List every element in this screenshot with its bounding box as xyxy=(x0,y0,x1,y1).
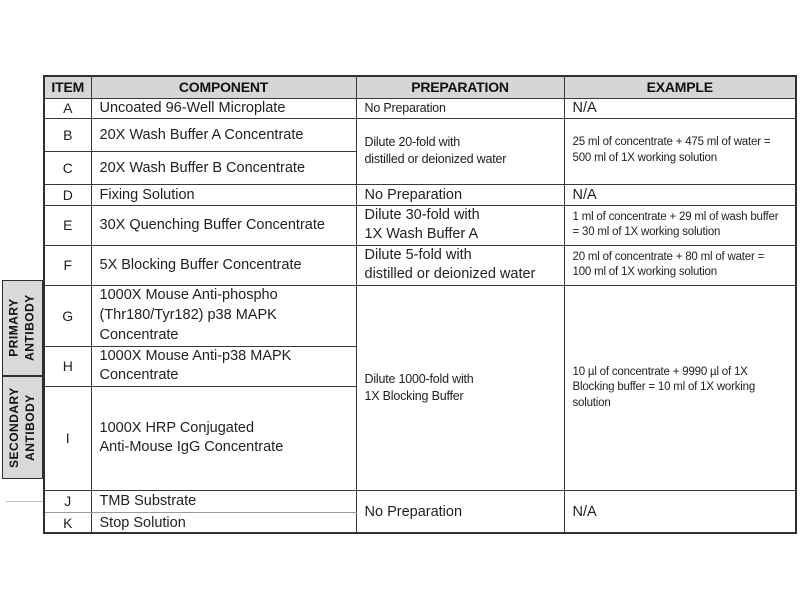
text-line: distilled or deionized water xyxy=(364,266,536,283)
table-row-d xyxy=(44,184,796,205)
text-line: Concentrate xyxy=(99,326,179,343)
example-cell-ghi xyxy=(564,285,796,490)
item-cell-b: B xyxy=(44,118,91,151)
secondary-antibody-label xyxy=(7,387,38,468)
text-line: ANTIBODY xyxy=(22,294,37,362)
preparation-cell-ghi xyxy=(356,285,564,490)
preparation-cell-d: No Preparation xyxy=(356,184,564,205)
component-cell-c: 20X Wash Buffer B Concentrate xyxy=(91,151,356,184)
item-cell-j: J xyxy=(44,490,91,512)
component-cell-e: 30X Quenching Buffer Concentrate xyxy=(91,205,356,245)
example-cell-e xyxy=(564,205,796,245)
example-cell-a: N/A xyxy=(564,98,796,118)
primary-antibody-label xyxy=(7,295,38,362)
component-cell-a: Uncoated 96-Well Microplate xyxy=(91,98,356,118)
example-cell-d: N/A xyxy=(564,184,796,205)
table-row-e xyxy=(44,205,796,245)
text-line: Blocking buffer = 10 ml of 1X working xyxy=(572,381,756,394)
table-row-a xyxy=(44,98,796,118)
text-line: = 30 ml of 1X working solution xyxy=(572,226,721,239)
item-cell-i: I xyxy=(44,386,91,490)
header-example: EXAMPLE xyxy=(564,76,796,98)
component-cell-h xyxy=(91,346,356,386)
header-item: ITEM xyxy=(44,76,91,98)
text-line: PRIMARY xyxy=(6,298,21,358)
table-row-f xyxy=(44,245,796,285)
text-line: ANTIBODY xyxy=(22,394,37,461)
side-label-secondary-antibody xyxy=(2,376,43,479)
side-label-primary-antibody xyxy=(2,280,43,376)
table-row-j xyxy=(44,490,796,512)
components-table xyxy=(43,75,797,534)
preparation-cell-jk: No Preparation xyxy=(356,490,564,533)
text-line: 1000X HRP Conjugated xyxy=(99,419,255,436)
text-line: Dilute 20-fold with xyxy=(364,135,461,150)
text-line: Dilute 5-fold with xyxy=(364,246,472,263)
example-cell-jk: N/A xyxy=(564,490,796,533)
component-cell-i xyxy=(91,386,356,490)
text-line: 10 µl of concentrate + 9990 µl of 1X xyxy=(572,365,748,378)
preparation-cell-e xyxy=(356,205,564,245)
item-cell-a: A xyxy=(44,98,91,118)
text-line: 1000X Mouse Anti-phospho xyxy=(99,287,278,304)
example-cell-bc xyxy=(564,118,796,184)
preparation-cell-bc xyxy=(356,118,564,184)
item-cell-d: D xyxy=(44,184,91,205)
text-line: (Thr180/Tyr182) p38 MAPK xyxy=(99,306,277,323)
preparation-cell-a: No Preparation xyxy=(356,98,564,118)
text-line: 25 ml of concentrate + 475 ml of water = xyxy=(572,136,771,149)
item-cell-f: F xyxy=(44,245,91,285)
item-cell-e: E xyxy=(44,205,91,245)
table-row-g xyxy=(44,285,796,346)
text-line: 1X Wash Buffer A xyxy=(364,226,479,243)
text-line: 1X Blocking Buffer xyxy=(364,388,464,403)
item-cell-c: C xyxy=(44,151,91,184)
header-row xyxy=(44,76,796,98)
table-row-b xyxy=(44,118,796,151)
text-line: 1000X Mouse Anti-p38 MAPK xyxy=(99,347,292,364)
jk-divider-extension xyxy=(6,501,43,502)
text-line: 500 ml of 1X working solution xyxy=(572,152,717,164)
component-cell-j: TMB Substrate xyxy=(91,490,356,512)
item-cell-h: H xyxy=(44,346,91,386)
text-line: distilled or deionized water xyxy=(364,152,507,166)
component-cell-f: 5X Blocking Buffer Concentrate xyxy=(91,245,356,285)
component-cell-b: 20X Wash Buffer A Concentrate xyxy=(91,118,356,151)
text-line: Dilute 30-fold with xyxy=(364,206,480,223)
text-line: 100 ml of 1X working solution xyxy=(572,266,717,279)
text-line: 1 ml of concentrate + 29 ml of wash buffer xyxy=(572,210,779,223)
item-cell-g: G xyxy=(44,285,91,346)
preparation-cell-f xyxy=(356,245,564,285)
text-line: SECONDARY xyxy=(6,387,21,468)
example-cell-f xyxy=(564,245,796,285)
text-line: Concentrate xyxy=(99,367,179,384)
header-preparation: PREPARATION xyxy=(356,76,564,98)
component-cell-d: Fixing Solution xyxy=(91,184,356,205)
item-cell-k: K xyxy=(44,512,91,533)
header-component: COMPONENT xyxy=(91,76,356,98)
component-cell-g xyxy=(91,285,356,346)
text-line: 20 ml of concentrate + 80 ml of water = xyxy=(572,250,765,263)
component-cell-k: Stop Solution xyxy=(91,512,356,533)
text-line: Anti-Mouse IgG Concentrate xyxy=(99,439,284,456)
text-line: Dilute 1000-fold with xyxy=(364,371,474,386)
text-line: solution xyxy=(572,396,611,409)
